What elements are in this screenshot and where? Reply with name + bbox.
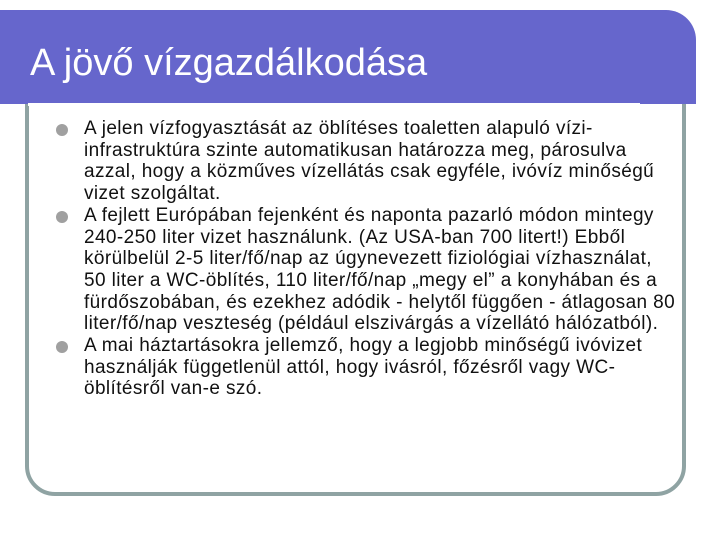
bullet-dot-icon: [56, 124, 68, 136]
bullet-text: A jelen vízfogyasztását az öblítéses toaletten alapuló vízi-infrastruktúra szinte automatikusan határozza meg, párosulva azzal, hogy a közműves vízellátás csak egyféle, ivóvíz minőségű vizet szolgáltat.: [84, 118, 655, 205]
bullet-dot-icon: [56, 341, 68, 353]
bullet-text: A fejlett Európában fejenként és naponta pazarló módon mintegy 240-250 liter vizet használunk. (Az USA-ban 700 litert!) Ebből körülbelül 2-5 liter/fő/nap az úgynevezett fiziológiai vízhasználat, 50 liter a WC-öblítés, 110 liter/fő/nap „megy el” a konyhában és a fürdőszobában, és ezekhez adódik - helytől függően - átlagosan 80 liter/fő/nap veszteség (például elszivárgás a vízellátó hálózatból).: [84, 204, 676, 335]
bullet-dot-icon: [56, 211, 68, 223]
slide-title: A jövő vízgazdálkodása: [30, 42, 428, 84]
bullet-text: A mai háztartásokra jellemző, hogy a legjobb minőségű ivóvizet használják függetlenül attól, hogy ivásról, főzésről vagy WC-öblítésről van-e szó.: [84, 335, 643, 400]
title-underline: [28, 103, 640, 106]
bullet-item: [56, 118, 676, 205]
bullet-item: [56, 205, 676, 335]
title-bar: [0, 10, 696, 104]
bullet-item: [56, 335, 676, 400]
bullet-list: [56, 118, 676, 400]
